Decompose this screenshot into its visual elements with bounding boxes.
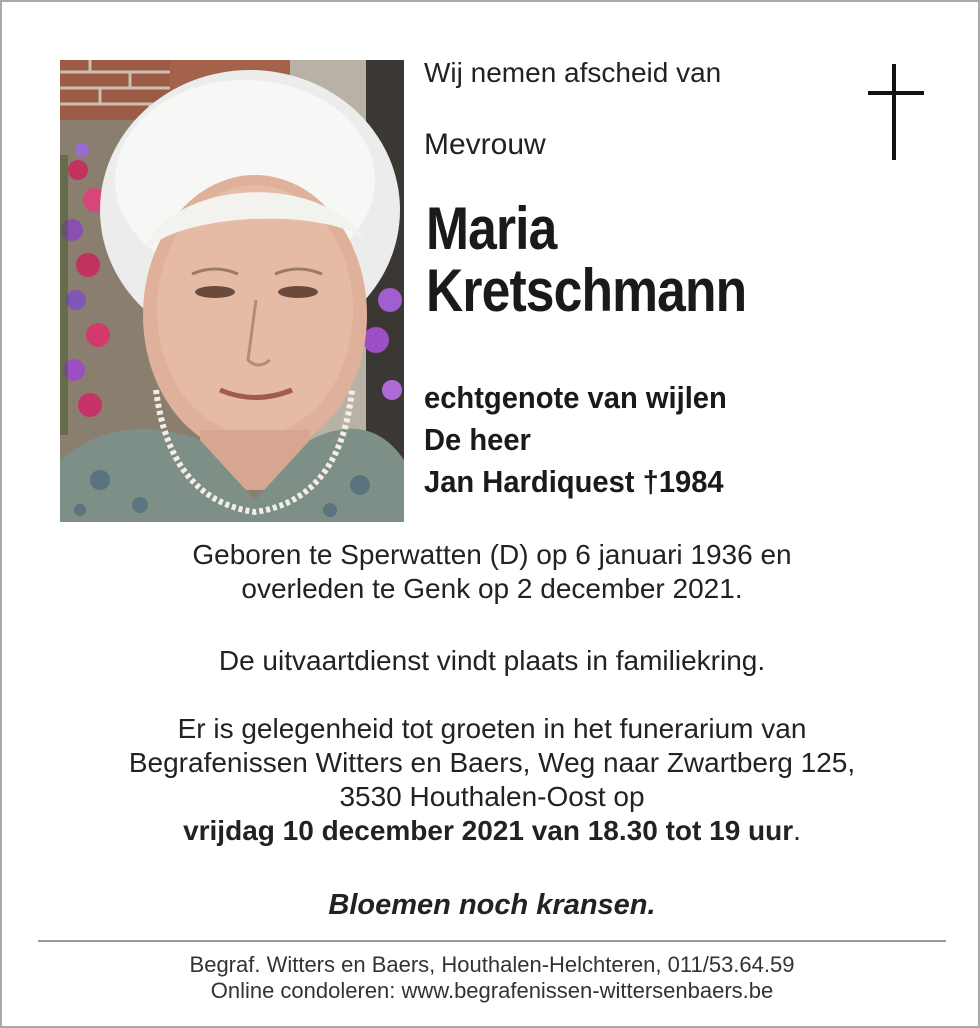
- visit-date-end: .: [793, 815, 801, 846]
- footer-divider: [38, 940, 946, 942]
- last-name: Kretschmann: [426, 257, 747, 324]
- born-line-1: Geboren te Sperwatten (D) op 6 januari 1936 en: [192, 539, 792, 570]
- born-line-2: overleden te Genk op 2 december 2021.: [241, 573, 743, 604]
- deceased-name: [426, 195, 747, 324]
- honorific-title: Mevrouw: [424, 128, 546, 161]
- birth-death-info: [2, 538, 980, 606]
- visit-line-1: Er is gelegenheid tot groeten in het funerarium van: [177, 713, 807, 744]
- intro-text: Wij nemen afscheid van: [424, 57, 722, 88]
- footer-undertaker: Begraf. Witters en Baers, Houthalen-Helchteren, 011/53.64.59: [189, 952, 795, 977]
- first-name: Maria: [426, 195, 557, 262]
- footer: [2, 952, 980, 1004]
- latin-cross-icon: [868, 64, 924, 160]
- flowers-note: Bloemen noch kransen.: [328, 889, 656, 921]
- spouse-line-3: Jan Hardiquest †1984: [424, 464, 724, 499]
- visit-date: vrijdag 10 december 2021 van 18.30 tot 19 uur: [183, 815, 794, 846]
- visit-date-line: [2, 814, 980, 848]
- visit-line-2: Begrafenissen Witters en Baers, Weg naar Zwartberg 125,: [128, 747, 856, 778]
- spouse-line-1: echtgenote van wijlen: [424, 380, 727, 415]
- spouse-line-2: De heer: [424, 422, 531, 457]
- visitation-info: [2, 712, 980, 848]
- portrait-photo: [60, 60, 404, 522]
- spouse-info: [424, 377, 727, 503]
- visit-line-3: 3530 Houthalen-Oost op: [339, 781, 645, 812]
- footer-condolence-link: Online condoleren: www.begrafenissen-wittersenbaers.be: [210, 978, 774, 1003]
- funeral-service-info: De uitvaartdienst vindt plaats in familiekring.: [218, 645, 766, 676]
